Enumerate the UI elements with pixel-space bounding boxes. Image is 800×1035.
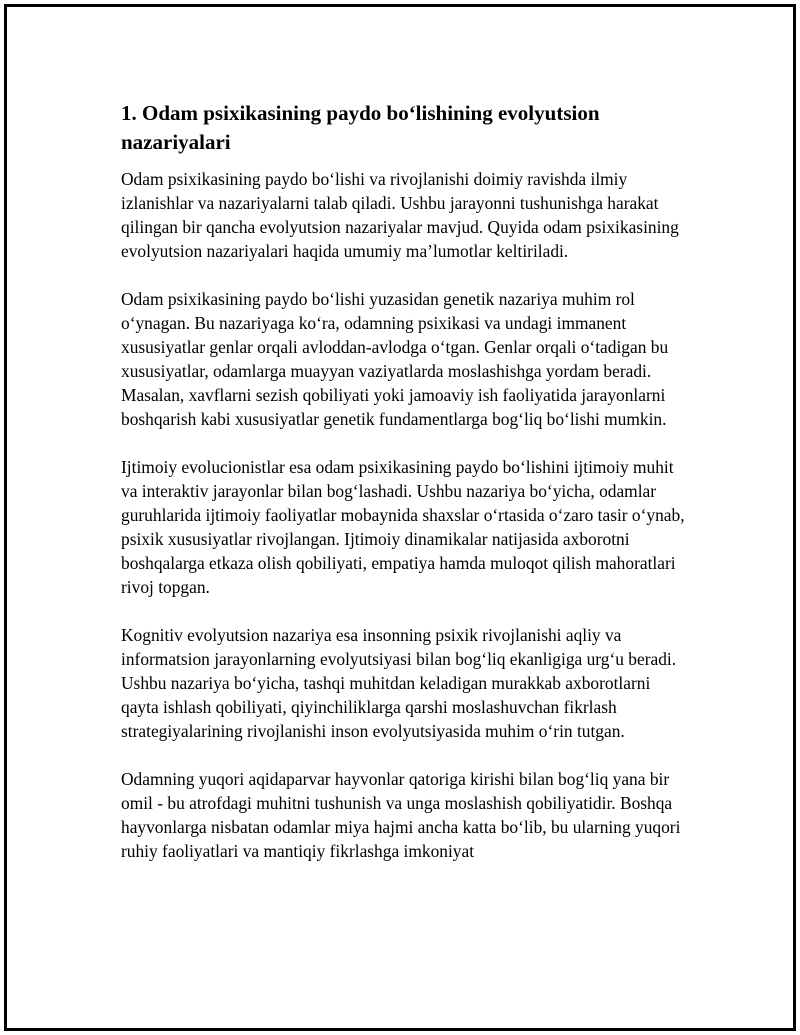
section-heading: 1. Odam psixikasining paydo bo‘lishining evolyutsion nazariyalari [121, 101, 600, 154]
paragraph-social-evolution: Ijtimoiy evolucionistlar esa odam psixikasining paydo bo‘lishini ijtimoiy muhit va interaktiv jarayonlar bilan bog‘lashadi. Ushbu nazariya bo‘yicha, odamlar guruhlarida ijtimoiy faoliyatlar mobaynida shaxslar o‘rtasida o‘zaro tasir o‘ynab, psixik xususiyatlar rivojlangan. Ijtimoiy dinamikalar natijasida axborotni boshqalarga etkaza olish qobiliyati, empatiya hamda muloqot qilish mahoratlari rivoj topgan. [121, 457, 685, 597]
paragraph-genetic-theory: Odam psixikasining paydo bo‘lishi yuzasidan genetik nazariya muhim rol o‘ynagan. Bu nazariyaga ko‘ra, odamning psixikasi va undagi immanent xususiyatlar genlar orqali avloddan-avlodga o‘tgan. Genlar orqali o‘tadigan bu xususiyatlar, odamlarga muayyan vaziyatlarda moslashishga yordam beradi. Masalan, xavflarni sezish qobiliyati yoki jamoaviy ish faoliyatida jarayonlarni boshqarish kabi xususiyatlar genetik fundamentlarga bog‘liq bo‘lishi mumkin. [121, 289, 669, 429]
paragraph-cognitive-theory: Kognitiv evolyutsion nazariya esa insonning psixik rivojlanishi aqliy va informatsion jarayonlarning evolyutsiyasi bilan bog‘liq ekanligiga urg‘u beradi. Ushbu nazariya bo‘yicha, tashqi muhitdan keladigan murakkab axborotlarni qayta ishlash qobiliyati, qiyinchiliklarga qarshi moslashuvchan fikrlash strategiyalarining rivojlanishi inson evolyutsiyasida muhim o‘rin tutgan. [121, 625, 677, 741]
document-body [121, 99, 686, 887]
page-frame [4, 4, 796, 1031]
paragraph-adaptation: Odamning yuqori aqidaparvar hayvonlar qatoriga kirishi bilan bog‘liq yana bir omil - bu atrofdagi muhitni tushunish va unga moslashish qobiliyatidir. Boshqa hayvonlarga nisbatan odamlar miya hajmi ancha katta bo‘lib, bu ularning yuqori ruhiy faoliyatlari va mantiqiy fikrlashga imkoniyat [121, 769, 681, 861]
paragraph-intro: Odam psixikasining paydo bo‘lishi va rivojlanishi doimiy ravishda ilmiy izlanishlar va nazariyalarni talab qiladi. Ushbu jarayonni tushunishga harakat qilingan bir qancha evolyutsion nazariyalar mavjud. Quyida odam psixikasining evolyutsion nazariyalari haqida umumiy ma’lumotlar keltiriladi. [121, 169, 679, 261]
